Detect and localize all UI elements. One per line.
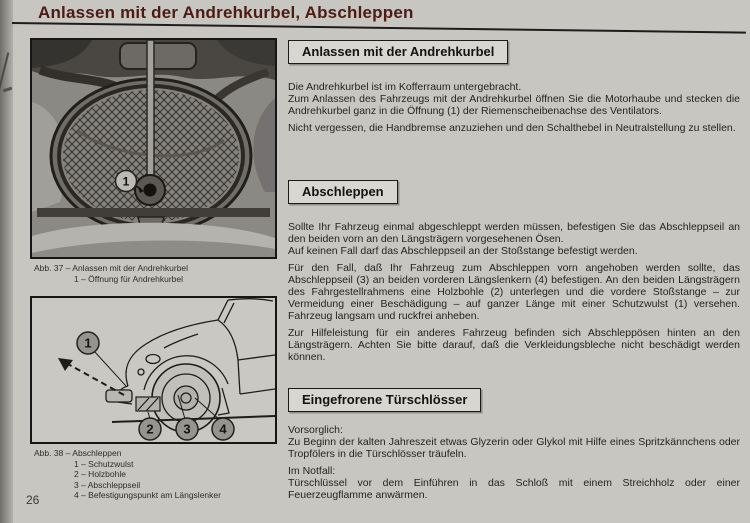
figure-abb-38 bbox=[30, 296, 277, 444]
paragraph: Zum Anlassen des Fahrzeugs mit der Andrehkurbel öffnen Sie die Motorhaube und stecken die Andrehkurbel ganz in die Öffnung (1) der Riemenscheibenachse des Ventilators. bbox=[288, 93, 740, 117]
paragraph: Im Notfall: bbox=[288, 465, 336, 477]
paragraph: Sollte Ihr Fahrzeug einmal abgeschleppt werden müssen, befestigen Sie das Abschleppseil an den beiden vorn an den Längsträgern vorgesehenen Ösen. bbox=[288, 221, 740, 245]
page-number: 26 bbox=[26, 493, 40, 507]
section-heading-tuerschloesser: Eingefrorene Türschlösser bbox=[288, 388, 481, 412]
callout-1-label: 1 bbox=[84, 335, 92, 351]
figure-37-caption bbox=[34, 263, 188, 284]
legend-item: 2 – Holzbohle bbox=[74, 469, 126, 479]
callout-1-label: 1 bbox=[122, 174, 130, 189]
section-heading-anlassen: Anlassen mit der Andrehkurbel bbox=[288, 40, 508, 64]
paragraph: Nicht vergessen, die Handbremse anzuziehen und den Schalthebel in Neutralstellung zu stellen. bbox=[288, 122, 736, 134]
paragraph: Für den Fall, daß Ihr Fahrzeug zum Abschleppen vorn angehoben werden sollte, das Abschleppseil (3) an beiden vorderen Längslenkern (4) befestigen. An den beiden Längsträgern des Fahrgestellrahmens eine Holzbohle (2) unterlegen und die vordere Stoßstange – zur Vermeidung einer Beschädigung – auf ganzer Länge mit einer Schutzwulst (1) versehen. Fahrzeug langsam und ruckfrei anheben. bbox=[288, 262, 740, 322]
callout-4-label: 4 bbox=[219, 421, 227, 437]
paragraph: Zu Beginn der kalten Jahreszeit etwas Glyzerin oder Glykol mit Hilfe eines Spritzkännchens oder Tropfölers in die Türschlösser träufeln. bbox=[288, 436, 740, 460]
paragraph: Vorsorglich: bbox=[288, 424, 343, 436]
section-body bbox=[288, 424, 740, 501]
engine-bay-illustration bbox=[32, 40, 275, 257]
section-abschleppen bbox=[288, 180, 740, 363]
section-anlassen bbox=[288, 40, 740, 134]
legend-item: 1 – Schutzwulst bbox=[74, 458, 134, 469]
legend-item: 4 – Befestigungspunkt am Längslenker bbox=[74, 490, 221, 500]
page-title: Anlassen mit der Andrehkurbel, Abschleppen bbox=[38, 3, 414, 22]
legend-item: 1 – Öffnung für Andrehkurbel bbox=[74, 273, 184, 284]
paragraph: Türschlüssel vor dem Einführen in das Schloß mit einem Streichholz oder einer Feuerzeugflamme anwärmen. bbox=[288, 477, 740, 501]
caption-line: Abb. 38 – Abschleppen bbox=[34, 448, 122, 458]
figure-38-caption bbox=[34, 448, 221, 501]
section-body bbox=[288, 221, 740, 363]
towing-illustration bbox=[32, 298, 275, 442]
section-body bbox=[288, 81, 740, 134]
figure-abb-37 bbox=[30, 38, 277, 259]
paragraph: Auf keinen Fall darf das Abschleppseil an der Stoßstange befestigt werden. bbox=[288, 245, 638, 257]
callout-3-label: 3 bbox=[183, 421, 191, 437]
caption-line: Abb. 37 – Anlassen mit der Andrehkurbel bbox=[34, 263, 189, 273]
paragraph: Zur Hilfeleistung für ein anderes Fahrzeug befinden sich Abschleppösen hinten an den Längsträgern. Achten Sie bitte darauf, daß die Verkleidungsbleche nicht beschädigt werden können. bbox=[288, 327, 740, 363]
section-tuerschloesser bbox=[288, 388, 740, 501]
legend-item: 3 – Abschleppseil bbox=[74, 479, 141, 490]
title-rule bbox=[12, 22, 746, 34]
paragraph: Die Andrehkurbel ist im Kofferraum untergebracht. bbox=[288, 81, 522, 93]
section-heading-abschleppen: Abschleppen bbox=[288, 180, 398, 204]
callout-2-label: 2 bbox=[146, 421, 154, 437]
